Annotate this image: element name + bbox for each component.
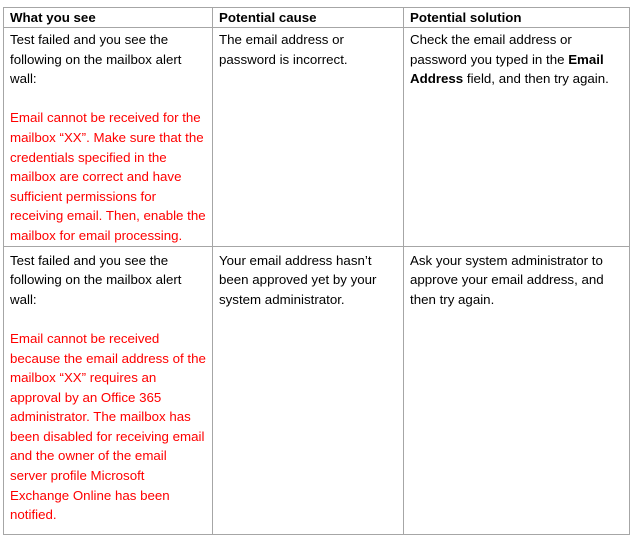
cell-potential-cause: The email address or password is incorrect. [213,28,404,247]
troubleshooting-table [3,7,630,535]
solution-field-name: Email Address [410,51,604,87]
header-what-you-see: What you see [4,8,213,28]
cell-potential-solution: Ask your system administrator to approve your email address, and then try again. [404,246,630,534]
alert-message: Email cannot be received because the email address of the mailbox “XX” requires an approval by an Office 365 administrator. The mailbox has been disabled for receiving email and the owner of the email server profile Microsoft Exchange Online has been notified. [10,330,206,523]
cell-potential-solution [404,28,630,247]
header-row [4,8,630,28]
cell-what-you-see [4,28,213,247]
solution-text-after: field, and then try again. [463,71,609,87]
symptom-intro: Test failed and you see the following on the mailbox alert wall: [10,32,182,87]
alert-message: Email cannot be received for the mailbox “XX”. Make sure that the credentials specified in the mailbox are correct and have sufficient permissions for receiving email. Then, enable the mailbox for email processing. [10,110,206,243]
table-row [4,28,630,247]
header-potential-cause: Potential cause [213,8,404,28]
solution-text-before: Check the email address or password you typed in the [410,32,572,67]
cell-what-you-see [4,246,213,534]
symptom-intro: Test failed and you see the following on the mailbox alert wall: [10,252,182,307]
cell-potential-cause: Your email address hasn’t been approved yet by your system administrator. [213,246,404,534]
table-row [4,246,630,534]
header-potential-solution: Potential solution [404,8,630,28]
